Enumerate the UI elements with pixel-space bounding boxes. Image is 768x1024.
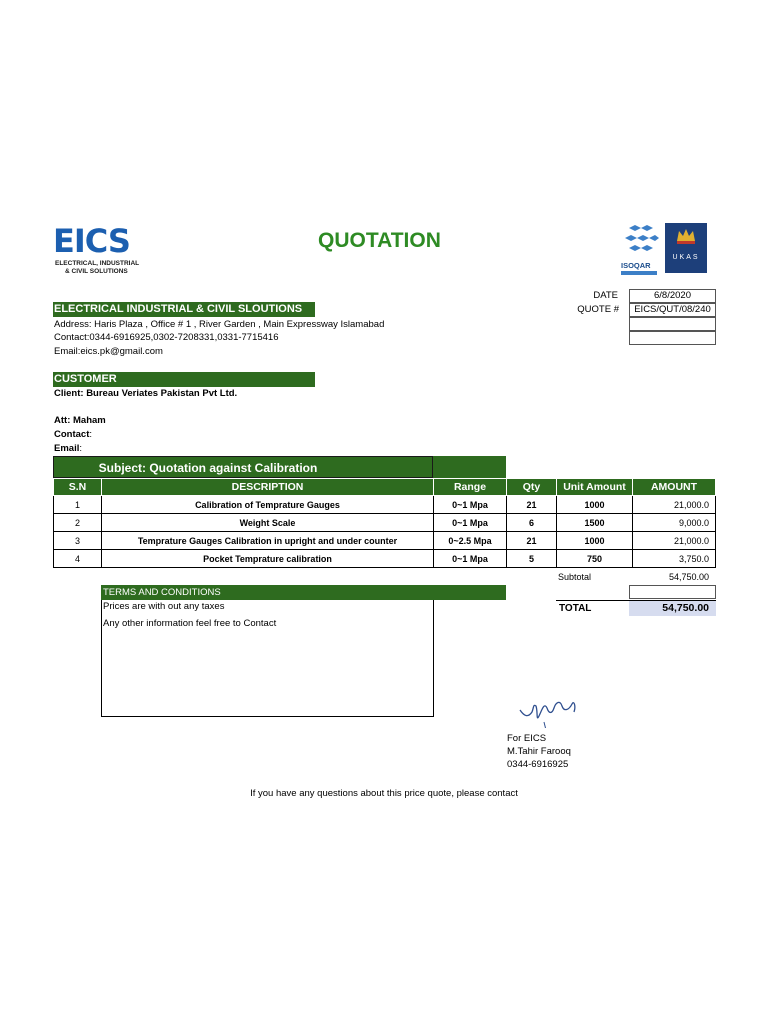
cell-amount: 21,000.0: [633, 532, 716, 550]
total-label: TOTAL: [559, 603, 592, 614]
col-header-description: DESCRIPTION: [102, 479, 434, 496]
ukas-logo: UKAS: [665, 223, 707, 273]
totals-empty-cell: [629, 585, 716, 599]
cell-range: 0~1 Mpa: [434, 550, 507, 568]
table-row: [54, 550, 716, 568]
cell-qty: 6: [507, 514, 557, 532]
date-value: 6/8/2020: [629, 289, 716, 303]
cell-sn: 1: [54, 496, 102, 514]
email-line: Email:: [54, 443, 82, 454]
logo-subtitle: ELECTRICAL, INDUSTRIAL & CIVIL SOLUTIONS: [55, 260, 140, 275]
meta-empty-cell: [629, 317, 716, 331]
signature-for: For EICS: [507, 733, 547, 744]
col-header-range: Range: [434, 479, 507, 496]
company-contact: Contact:0344-6916925,0302-7208331,0331-7715416: [54, 332, 279, 343]
cell-qty: 5: [507, 550, 557, 568]
table-row: [54, 496, 716, 514]
col-header-amount: AMOUNT: [633, 479, 716, 496]
company-name: ELECTRICAL INDUSTRIAL & CIVIL SLOUTIONS: [53, 302, 315, 317]
cell-unit-amount: 1000: [557, 496, 633, 514]
contact-line: Contact:: [54, 429, 93, 440]
subtotal-value: 54,750.00: [668, 572, 709, 582]
cell-amount: 9,000.0: [633, 514, 716, 532]
quote-value: EICS/QUT/08/240: [629, 303, 716, 317]
crown-icon: [665, 223, 707, 249]
cell-sn: 3: [54, 532, 102, 550]
cell-unit-amount: 750: [557, 550, 633, 568]
cell-sn: 4: [54, 550, 102, 568]
logo-word: EICS: [53, 222, 130, 260]
cell-amount: 21,000.0: [633, 496, 716, 514]
subtotal-label: Subtotal: [558, 572, 592, 582]
date-label: DATE: [593, 290, 618, 301]
signature-phone: 0344-6916925: [507, 759, 569, 770]
table-row: [54, 532, 716, 550]
cell-description: Temprature Gauges Calibration in upright and under counter: [102, 532, 434, 550]
col-header-unit-amount: Unit Amount: [557, 479, 633, 496]
table-header-row: [54, 479, 716, 496]
cell-qty: 21: [507, 532, 557, 550]
cell-range: 0~1 Mpa: [434, 496, 507, 514]
isoqar-emblem-icon: [621, 222, 661, 262]
client-line: Client: Bureau Veriates Pakistan Pvt Ltd.: [54, 388, 238, 399]
col-header-qty: Qty: [507, 479, 557, 496]
signature-name: M.Tahir Farooq: [507, 746, 571, 757]
cell-description: Pocket Temprature calibration: [102, 550, 434, 568]
col-header-sn: S.N: [54, 479, 102, 496]
terms-line: Any other information feel free to Contact: [103, 618, 277, 629]
isoqar-logo: ISOQAR: [621, 222, 661, 274]
eics-logo: [53, 224, 153, 280]
subject-bar-extension: [433, 456, 506, 478]
total-value: 54,750.00: [629, 601, 716, 616]
att-line: Att: Maham: [54, 415, 106, 426]
items-table: [53, 478, 716, 568]
signature-scribble-icon: [514, 692, 584, 728]
table-row: [54, 514, 716, 532]
quote-label: QUOTE #: [577, 304, 619, 315]
meta-empty-cell: [629, 331, 716, 345]
cell-sn: 2: [54, 514, 102, 532]
cell-qty: 21: [507, 496, 557, 514]
cell-description: Calibration of Temprature Gauges: [102, 496, 434, 514]
terms-heading: TERMS AND CONDITIONS: [101, 585, 506, 600]
subject-bar: Subject: Quotation against Calibration: [53, 456, 433, 478]
cell-range: 0~2.5 Mpa: [434, 532, 507, 550]
cell-amount: 3,750.0: [633, 550, 716, 568]
page-title: QUOTATION: [318, 229, 441, 252]
footer-note: If you have any questions about this price quote, please contact: [250, 788, 518, 799]
cell-description: Weight Scale: [102, 514, 434, 532]
company-address: Address: Haris Plaza , Office # 1 , River Garden , Main Expressway Islamabad: [54, 319, 385, 330]
cell-unit-amount: 1500: [557, 514, 633, 532]
customer-heading: CUSTOMER: [53, 372, 315, 387]
cell-range: 0~1 Mpa: [434, 514, 507, 532]
signature-image: [514, 692, 584, 728]
terms-line: Prices are with out any taxes: [103, 601, 225, 612]
company-email: Email:eics.pk@gmail.com: [54, 346, 163, 357]
cell-unit-amount: 1000: [557, 532, 633, 550]
